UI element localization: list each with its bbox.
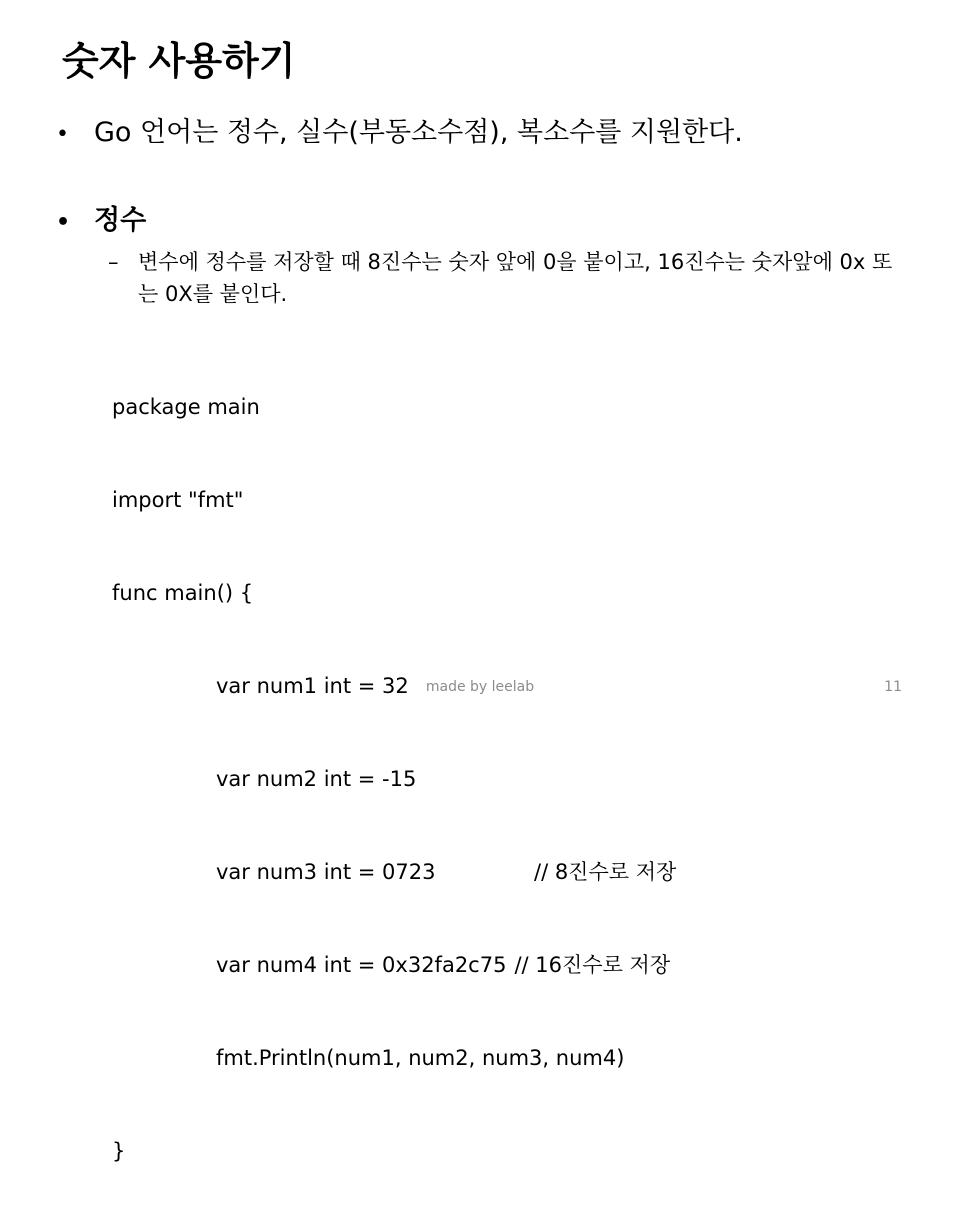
- bullet-text: 정수: [94, 205, 147, 236]
- sub-bullet-item: [108, 246, 908, 310]
- slide-title: 숫자 사용하기: [62, 39, 296, 83]
- code-line-close-brace: }: [112, 1139, 126, 1163]
- bullet-item-go-numbers: [56, 110, 743, 149]
- bullet-item-integer: [56, 198, 146, 237]
- code-comment: // 16진수로 저장: [514, 953, 671, 977]
- code-line-println: fmt.Println(num1, num2, num3, num4): [216, 1046, 625, 1070]
- code-comment: // 8진수로 저장: [534, 860, 677, 884]
- code-line-num1: var num1 int = 32: [216, 674, 409, 698]
- code-block: [112, 330, 676, 1229]
- bullet-marker: •: [56, 122, 69, 147]
- code-line-num2: var num2 int = -15: [216, 767, 417, 791]
- sub-bullet-marker: –: [108, 250, 119, 274]
- code-line-func: func main() {: [112, 581, 254, 605]
- bullet-marker: •: [56, 210, 71, 235]
- code-line-import: import "fmt": [112, 488, 244, 512]
- code-statement: var num3 int = 0723: [216, 860, 436, 884]
- sub-bullet-text: 변수에 정수를 저장할 때 8진수는 숫자 앞에 0을 붙이고, 16진수는 숫자앞에 0x 또는 0X를 붙인다.: [138, 250, 893, 306]
- code-line-num4: [112, 950, 676, 981]
- code-line-num3: [112, 857, 676, 888]
- bullet-text: Go 언어는 정수, 실수(부동소수점), 복소수를 지원한다.: [94, 117, 743, 148]
- code-line-package: package main: [112, 395, 260, 419]
- code-statement: var num4 int = 0x32fa2c75: [216, 953, 507, 977]
- page-number: 11: [884, 679, 902, 695]
- footer-credit: made by leelab: [425, 679, 535, 695]
